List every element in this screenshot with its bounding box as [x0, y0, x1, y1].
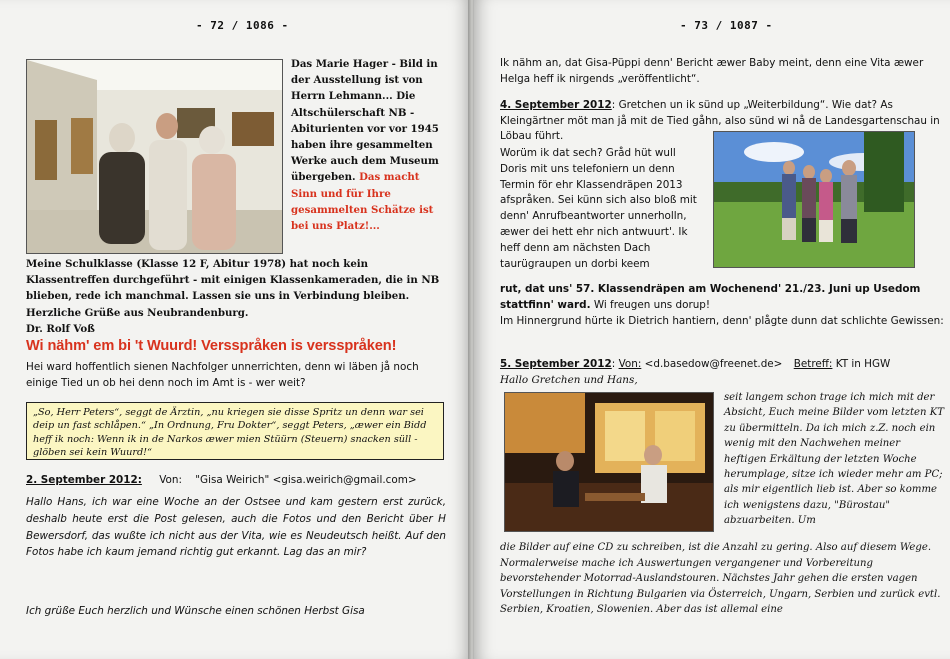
caption-text: Das Marie Hager - Bild in der Ausstellung ist von Herrn Lehmann... Die Altschülerschaft NB - Abiturienten vor vor 1945 haben ihre gesammelten Werke auch dem Museum übergeben. — [291, 58, 439, 184]
letter-signature: Dr. Rolf Voß — [26, 322, 95, 335]
letter-text: Meine Schulklasse (Klasse 12 F, Abitur 1978) hat noch kein Klassentreffen durchgeführt - mit einigen Klassenkameraden, die in NB blieben, rede ich manchmal. Lassen sie uns in Verbindung bleiben. Herzliche Grüße aus Neubrandenburg. — [26, 258, 440, 319]
sep4-tail: Wi freugen uns dorup! — [590, 298, 711, 311]
sep2-closing: Ich grüße Euch herzlich und Wünsche einen schönen Herbst Gisa — [26, 605, 365, 617]
quote-box — [26, 402, 444, 460]
caption-highlight: Das macht Sinn und für Ihre gesammelten Schätze ist bei uns Platz!... — [291, 171, 434, 233]
sep5-body: die Bilder auf eine CD zu schreiben, ist die Anzahl zu gering. Also auf diesem Wege. Normalerweise mache ich Auswertungen vergangener und Vorbereitung bevorstehender Motorrad-Auslandstouren. Nächstes Jahr gehen die ersten vagen Vorstellungen in Richtung Bulgarien via Österreich, Ungarn, Serbien und zurück evtl. Serbien, Kroatien, Slowenien. Aber das ist allemal eine — [500, 542, 941, 616]
sep4-last: Im Hinnergrund hürte ik Dietrich hantiern, denn' plågte dunn dat schlichte Gewissen: — [500, 315, 944, 327]
garden-photo — [713, 131, 915, 268]
sep5-column: seit langem schon trage ich mich mit der Absicht, Euch meine Bilder vom letzten KT zu übermitteln. Da ich mich z.Z. noch ein wenig mit den Nachwehen meiner heftigen Erkältung der letzten Woche herumplage, sitze ich wieder mehr am PC; als mir eigentlich lieb ist. Aber so komme ich wenigstens dazu, "Bürostau" abzuarbeiten. Um — [724, 392, 944, 527]
quote-text: „So, Herr Peters“, seggt de Ärztin, „nu kriegen sie disse Spritz un denn war sei deip un fast schlåpen.“ „In Ordnung, Fru Dokter“, seggt Peters, „æwer ein Bidd heff ik noch: Wenn ik in de Narkos æwer mien Stüürn (Steuern) snacken süll - glöben sei kein Wuurd!“ — [33, 407, 427, 459]
sep5-from-label: Von: — [618, 358, 642, 370]
sep5-from-email: <d.basedow@freenet.de> — [644, 358, 783, 370]
sep4-rut — [500, 282, 945, 313]
sep2-from-name: "Gisa Weirich" — [195, 474, 270, 486]
sep5-greeting: Hallo Gretchen und Hans, — [500, 374, 638, 386]
sep4-lead-text: : Gretchen un ik sünd up „Weiterbildung“. Wie dat? As Kleingärtner möt man jå mit de Tied gåhn, also sünd wi nå de Landesgartenschau in Löbau führt. — [500, 99, 940, 143]
photo-caption — [291, 56, 441, 234]
intro-text: Hei ward hoffentlich sienen Nachfolger unnerrichten, denn wi läben jå noch einige Tied un ob hei denn noch im Amt is - wer weit? — [26, 361, 419, 389]
sep2-body: Hallo Hans, ich war eine Woche an der Ostsee und kam gestern erst zurück, deshalb heute erst die Post gelesen, auch die Fotos und den Bericht über H Bewersdorf, das wußte ich nicht aus der Vita, wie es Neudeutsch heißt. Auf den Fotos habe ich kaum jemand richtig gut erkannt. Lag das an mir? — [26, 496, 446, 559]
page-number: - 73 / 1087 - — [680, 19, 773, 32]
right-page — [474, 0, 950, 659]
sep5-header: 5. September 2012: Von: <d.basedow@freenet.de> Betreff: KT in HGW — [500, 358, 891, 370]
sep4-date: 4. September 2012 — [500, 99, 612, 111]
sep2-from-label: Von: — [159, 474, 182, 486]
page-number: - 72 / 1086 - — [196, 19, 289, 32]
sep2-date: 2. September 2012: — [26, 474, 142, 486]
restaurant-photo — [504, 392, 714, 532]
sep4-rut-text: rut, dat uns' 57. Klassendräpen am Wochenend' 21./23. Juni up Usedom stattfinn' ward. — [500, 283, 921, 311]
right-top-text: Ik nähm an, dat Gisa-Püppi denn' Bericht æwer Baby meint, denn eine Vita æwer Helga heff ik nirgends „veröffentlicht“. — [500, 57, 924, 85]
sep4-column: Worüm ik dat sech? Gråd hüt wull Doris mit uns telefoniern un denn Termin för ehr Klassendräpen 2013 afspråken. Sei künn sich also bloß mit denn' Anrufbeantworter unnerholln, æwer dei hett ehr nich antwuurt'. Ik heff denn am nächsten Dach taurügraupen un dorbi keem — [500, 147, 697, 270]
letter-block — [26, 256, 446, 337]
sep2-from-email: <gisa.weirich@gmail.com> — [272, 474, 417, 486]
sep5-subject-label: Betreff: — [793, 358, 833, 370]
sep5-date: 5. September 2012 — [500, 358, 612, 370]
red-heading: Wi nähm' em bi 't Wuurd! Versspråken is versspråken! — [26, 338, 397, 354]
left-page — [0, 0, 470, 659]
museum-photo — [26, 59, 283, 254]
sep2-header — [26, 473, 456, 489]
sep5-subject: KT in HGW — [835, 358, 891, 370]
